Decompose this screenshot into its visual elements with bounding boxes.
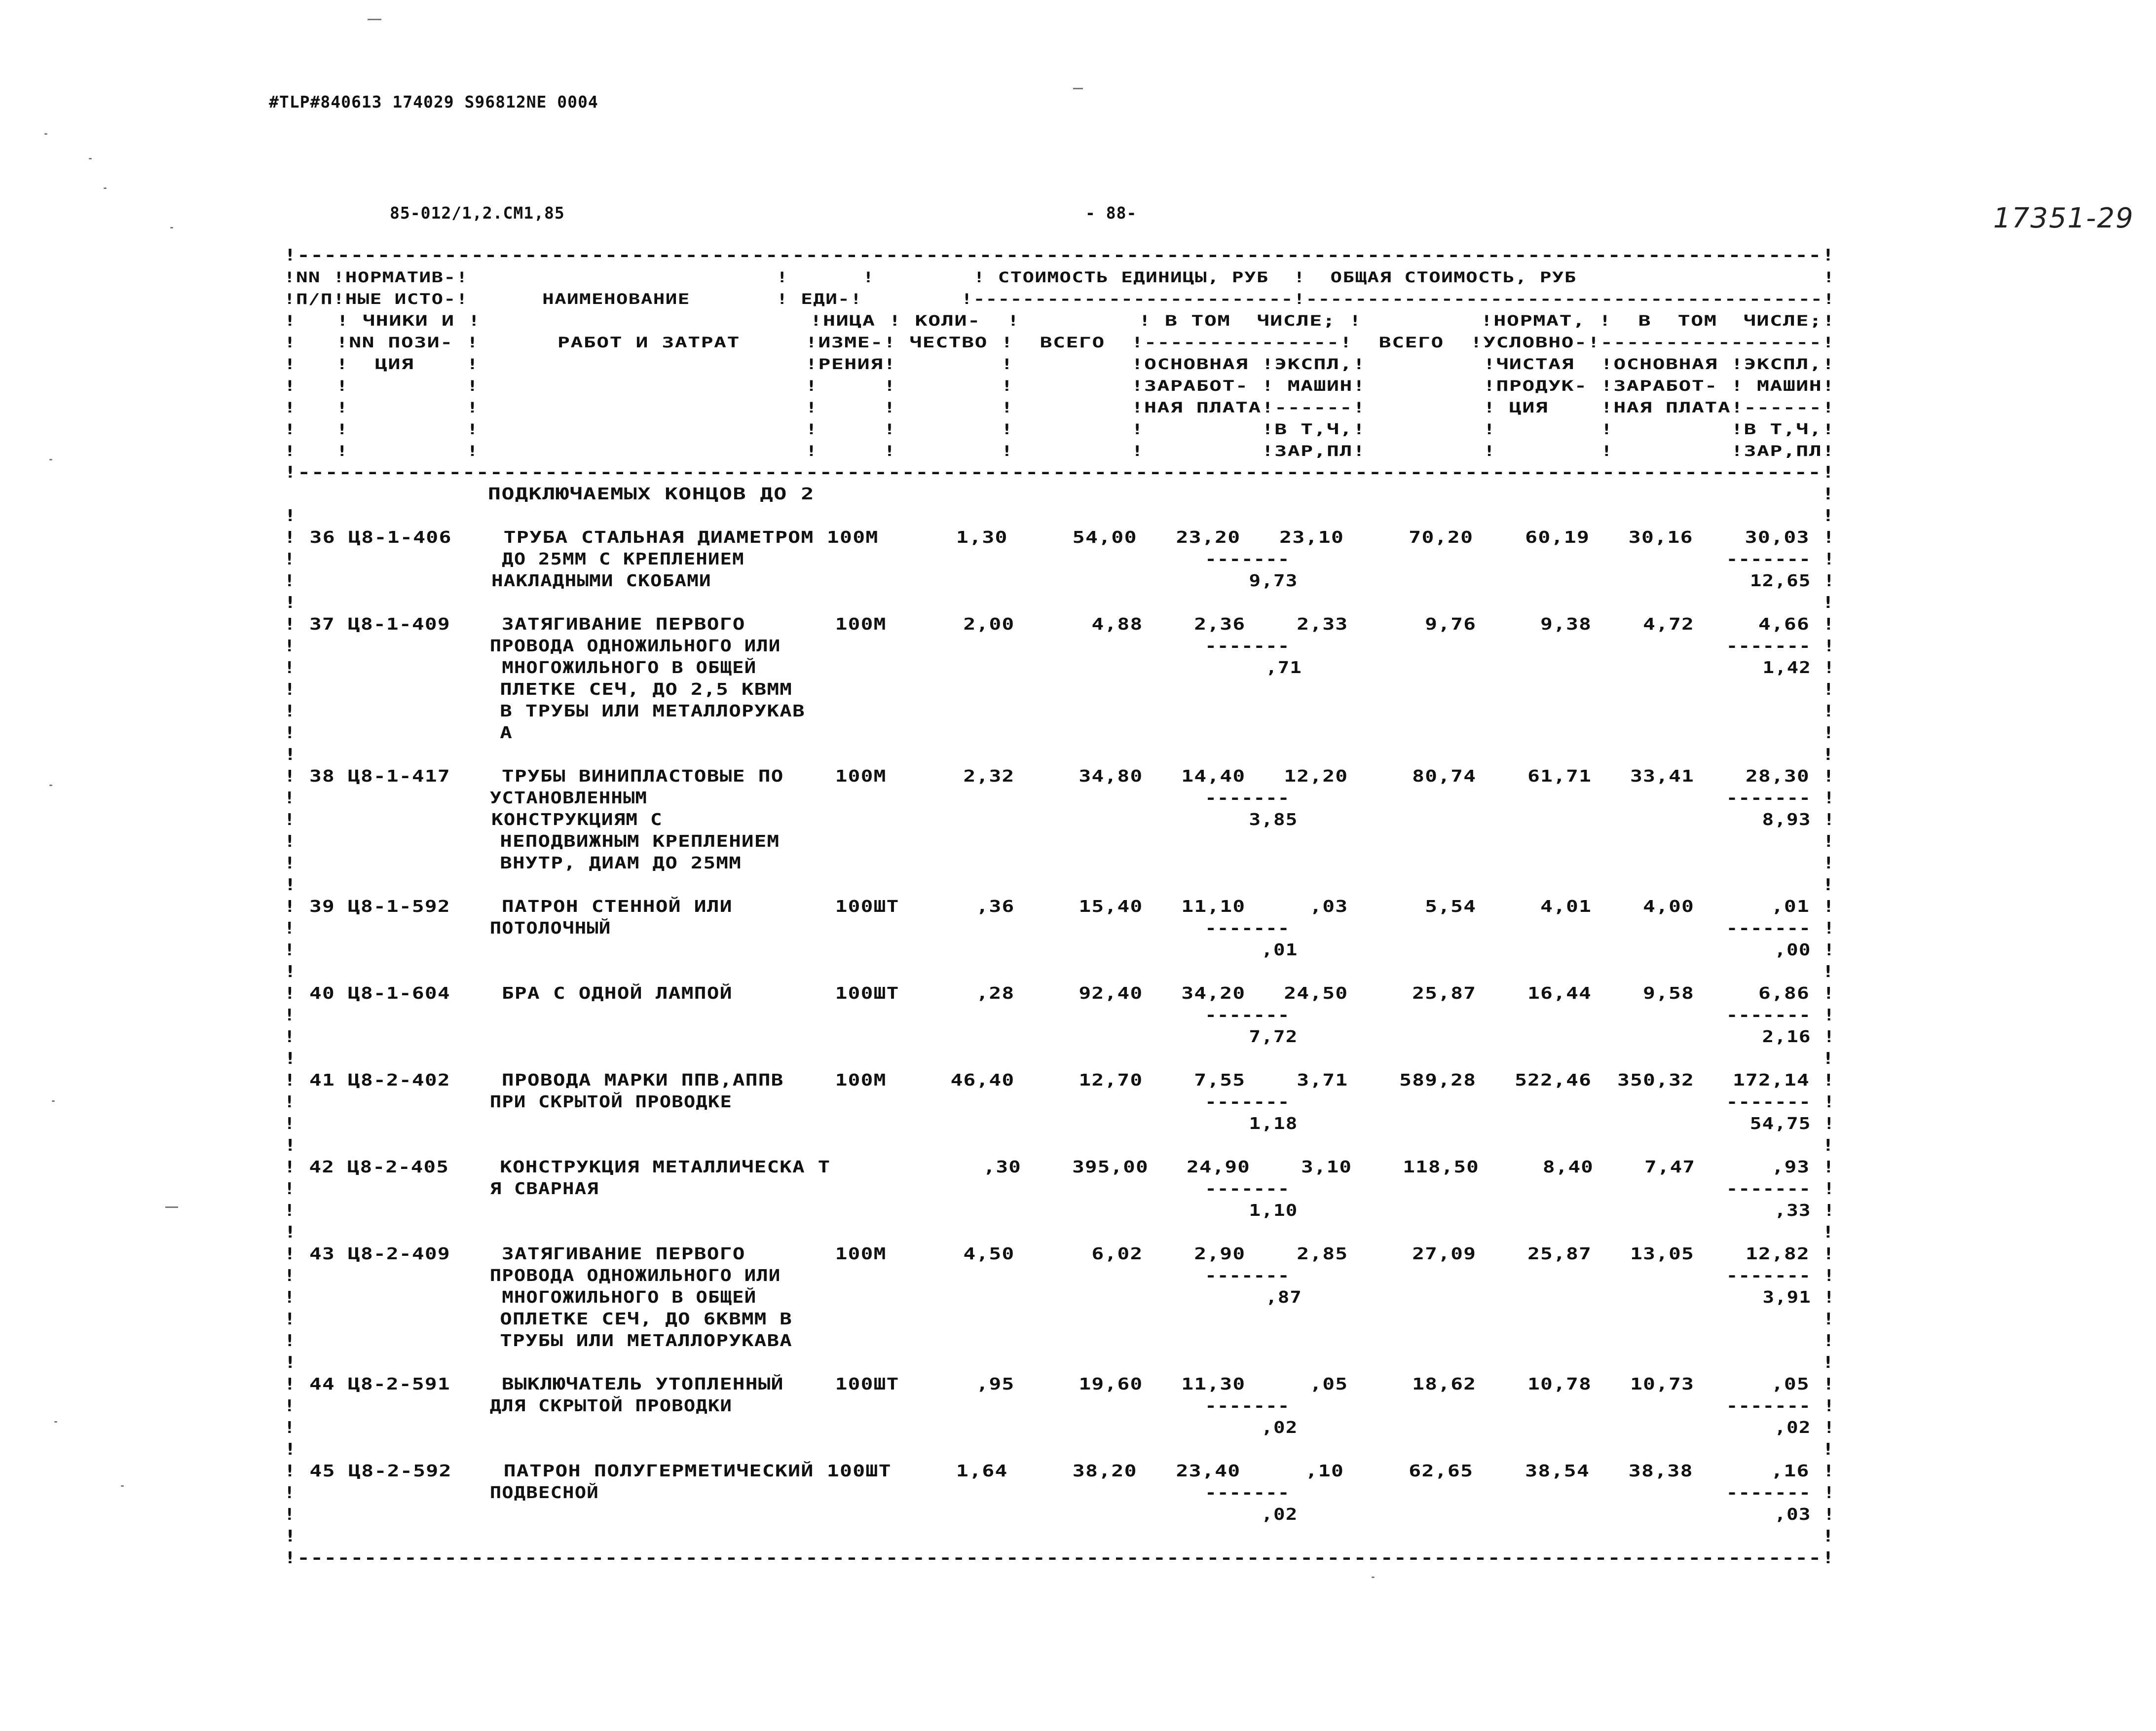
- table-row-line: ! !: [284, 506, 1835, 525]
- table-header-line: ! ! ! ! ! ! ! !ЗАР,ПЛ! ! ! !ЗАР,ПЛ!: [284, 443, 1835, 459]
- table-row-line: !---------------------------------------------------------------------------------------------------------------!: [284, 462, 1836, 482]
- table-row-line: ! КОНСТРУКЦИЯМ С 3,85 8,93 !: [284, 810, 1836, 829]
- scan-speck: [170, 227, 173, 228]
- table-row-line: !------------------------------------------------------------------------------------------------------------------!: [284, 1548, 1835, 1567]
- table-row-line: ! А !: [284, 723, 1835, 742]
- table-row-line: ! ПОДВЕСНОЙ ------- ------- !: [284, 1483, 1836, 1502]
- table-row-line: ! ,01 ,00 !: [284, 940, 1836, 959]
- table-header-line: ! ! ! ! ! ! ! !В Т,Ч,! ! ! !В Т,Ч,!: [284, 421, 1835, 438]
- table-row-line: ПОДКЛЮЧАЕМЫХ КОНЦОВ ДО 2 !: [284, 484, 1835, 503]
- table-row-line: ! ВНУТР, ДИАМ ДО 25ММ !: [284, 853, 1835, 872]
- table-row-line: ! 41 Ц8-2-402 ПРОВОДА МАРКИ ППВ,АППВ 100М 46,40 12,70 7,55 3,71 589,28 522,46 350,32 172,14 !: [284, 1070, 1835, 1090]
- scan-speck: [121, 1485, 124, 1487]
- scan-speck: [89, 158, 92, 159]
- scan-speck: [52, 1100, 55, 1102]
- table-header-line: !NN !НОРМАТИВ-! ! ! ! СТОИМОСТЬ ЕДИНИЦЫ, РУБ ! ОБЩАЯ СТОИМОСТЬ, РУБ !: [284, 269, 1835, 286]
- scan-speck: [54, 1421, 57, 1423]
- scan-speck: [44, 133, 47, 135]
- table-row-line: ! ------- ------- !: [284, 1005, 1836, 1024]
- scan-speck: [49, 785, 52, 786]
- table-row-line: ! 42 Ц8-2-405 КОНСТРУКЦИЯ МЕТАЛЛИЧЕСКА Т ,30 395,00 24,90 3,10 118,50 8,40 7,47 ,93 !: [284, 1157, 1835, 1176]
- table-header-line: ! ! ЦИЯ ! !РЕНИЯ! ! !ОСНОВНАЯ !ЭКСПЛ,! !ЧИСТАЯ !ОСНОВНАЯ !ЭКСПЛ,!: [284, 356, 1835, 373]
- scan-speck: [104, 188, 107, 189]
- table-row-line: ! 7,72 2,16 !: [284, 1027, 1836, 1046]
- table-header-line: ! ! ЧНИКИ И ! !НИЦА ! КОЛИ- ! ! В ТОМ ЧИСЛЕ; ! !НОРМАТ, ! В ТОМ ЧИСЛЕ;!: [284, 312, 1836, 329]
- table-row-line: ! ДЛЯ СКРЫТОЙ ПРОВОДКИ ------- ------- !: [284, 1396, 1836, 1415]
- table-row-line: ! !: [284, 1439, 1835, 1459]
- table-header-line: !П/П!НЫЕ ИСТО-! НАИМЕНОВАНИЕ ! ЕДИ-! !--------------------------!------------------------------------------!: [284, 291, 1835, 307]
- table-row-line: ! !: [284, 1135, 1835, 1155]
- table-row-line: ! ОПЛЕТКЕ СЕЧ, ДО 6КВММ В !: [284, 1309, 1835, 1328]
- table-row-line: ! УСТАНОВЛЕННЫМ ------- ------- !: [284, 788, 1836, 807]
- table-row-line: ! ,02 ,02 !: [284, 1418, 1836, 1437]
- table-row-line: ! 38 Ц8-1-417 ТРУБЫ ВИНИПЛАСТОВЫЕ ПО 100М 2,32 34,80 14,40 12,20 80,74 61,71 33,41 28,30 !: [284, 766, 1835, 786]
- table-row-line: ! ,02 ,03 !: [284, 1505, 1836, 1524]
- table-row-line: ! 39 Ц8-1-592 ПАТРОН СТЕННОЙ ИЛИ 100ШТ ,36 15,40 11,10 ,03 5,54 4,01 4,00 ,01 !: [284, 897, 1835, 916]
- scan-mark: [368, 19, 381, 20]
- table-row-line: ! Я СВАРНАЯ ------- ------- !: [284, 1179, 1836, 1198]
- table-row-line: ! !: [284, 745, 1835, 764]
- table-top-border: !------------------------------------------------------------------------------------------------------------------!: [284, 245, 1835, 264]
- handwritten-note: 17351-29: [1993, 202, 2134, 234]
- table-row-line: ! !: [284, 1526, 1835, 1545]
- table-row-line: ! 40 Ц8-1-604 БРА С ОДНОЙ ЛАМПОЙ 100ШТ ,28 92,40 34,20 24,50 25,87 16,44 9,58 6,86 !: [284, 983, 1835, 1003]
- table-row-line: ! !: [284, 1222, 1835, 1242]
- table-row-line: ! В ТРУБЫ ИЛИ МЕТАЛЛОРУКАВ !: [284, 701, 1835, 720]
- table-row-line: ! ДО 25ММ С КРЕПЛЕНИЕМ ------- ------- !: [284, 549, 1836, 568]
- table-row-line: ! ПРОВОДА ОДНОЖИЛЬНОГО ИЛИ ------- ------- !: [284, 636, 1836, 655]
- table-row-line: ! !: [284, 1049, 1835, 1068]
- table-header-line: ! ! ! ! ! ! !ЗАРАБОТ- ! МАШИН! !ПРОДУК- !ЗАРАБОТ- ! МАШИН!: [284, 377, 1835, 394]
- table-row-line: ! НАКЛАДНЫМИ СКОБАМИ 9,73 12,65 !: [284, 571, 1836, 590]
- table-row-line: ! НЕПОДВИЖНЫМ КРЕПЛЕНИЕМ !: [284, 831, 1835, 851]
- table-row-line: ! !: [284, 593, 1835, 612]
- table-row-line: ! МНОГОЖИЛЬНОГО В ОБЩЕЙ ,87 3,91 !: [284, 1287, 1836, 1307]
- table-row-line: ! ТРУБЫ ИЛИ МЕТАЛЛОРУКАВА !: [284, 1331, 1835, 1350]
- table-row-line: ! !: [284, 1353, 1835, 1372]
- scan-mark: [165, 1206, 178, 1208]
- table-row-line: ! 36 Ц8-1-406 ТРУБА СТАЛЬНАЯ ДИАМЕТРОМ 100М 1,30 54,00 23,20 23,10 70,20 60,19 30,16 30,03 !: [284, 527, 1836, 547]
- scan-mark: [1073, 88, 1083, 89]
- table-row-line: ! !: [284, 962, 1835, 981]
- table-header-line: ! ! ! ! ! ! !НАЯ ПЛАТА!------! ! ЦИЯ !НАЯ ПЛАТА!------!: [284, 399, 1835, 416]
- scan-speck: [1372, 1577, 1375, 1578]
- table-row-line: ! ПОТОЛОЧНЫЙ ------- ------- !: [284, 918, 1836, 938]
- document-id: #TLP#840613 174029 S96812NE 0004: [269, 92, 598, 112]
- table-row-line: ! ПРИ СКРЫТОЙ ПРОВОДКЕ ------- ------- !: [284, 1092, 1836, 1111]
- table-row-line: ! МНОГОЖИЛЬНОГО В ОБЩЕЙ ,71 1,42 !: [284, 658, 1836, 677]
- table-row-line: ! !: [284, 875, 1835, 894]
- page-number: - 88-: [1085, 203, 1137, 223]
- table-row-line: ! 37 Ц8-1-409 ЗАТЯГИВАНИЕ ПЕРВОГО 100М 2,00 4,88 2,36 2,33 9,76 9,38 4,72 4,66 !: [284, 614, 1835, 634]
- table-row-line: ! ПРОВОДА ОДНОЖИЛЬНОГО ИЛИ ------- ------- !: [284, 1266, 1836, 1285]
- table-row-line: ! 1,18 54,75 !: [284, 1114, 1836, 1133]
- table-row-line: ! 45 Ц8-2-592 ПАТРОН ПОЛУГЕРМЕТИЧЕСКИЙ 100ШТ 1,64 38,20 23,40 ,10 62,65 38,54 38,38 ,16 !: [284, 1461, 1836, 1480]
- table-row-line: ! 43 Ц8-2-409 ЗАТЯГИВАНИЕ ПЕРВОГО 100М 4,50 6,02 2,90 2,85 27,09 25,87 13,05 12,82 !: [284, 1244, 1835, 1263]
- table-row-line: ! 44 Ц8-2-591 ВЫКЛЮЧАТЕЛЬ УТОПЛЕННЫЙ 100ШТ ,95 19,60 11,30 ,05 18,62 10,78 10,73 ,05 !: [284, 1374, 1835, 1393]
- table-row-line: ! ПЛЕТКЕ СЕЧ, ДО 2,5 КВММ !: [284, 679, 1835, 699]
- table-header-line: ! !NN ПОЗИ- ! РАБОТ И ЗАТРАТ !ИЗМЕ-! ЧЕСТВО ! ВСЕГО !---------------! ВСЕГО !УСЛОВНО-!-----------------!: [284, 334, 1835, 351]
- table-row-line: ! 1,10 ,33 !: [284, 1201, 1836, 1220]
- scan-speck: [49, 459, 52, 460]
- document-reference: 85-012/1,2.СМ1,85: [390, 203, 565, 223]
